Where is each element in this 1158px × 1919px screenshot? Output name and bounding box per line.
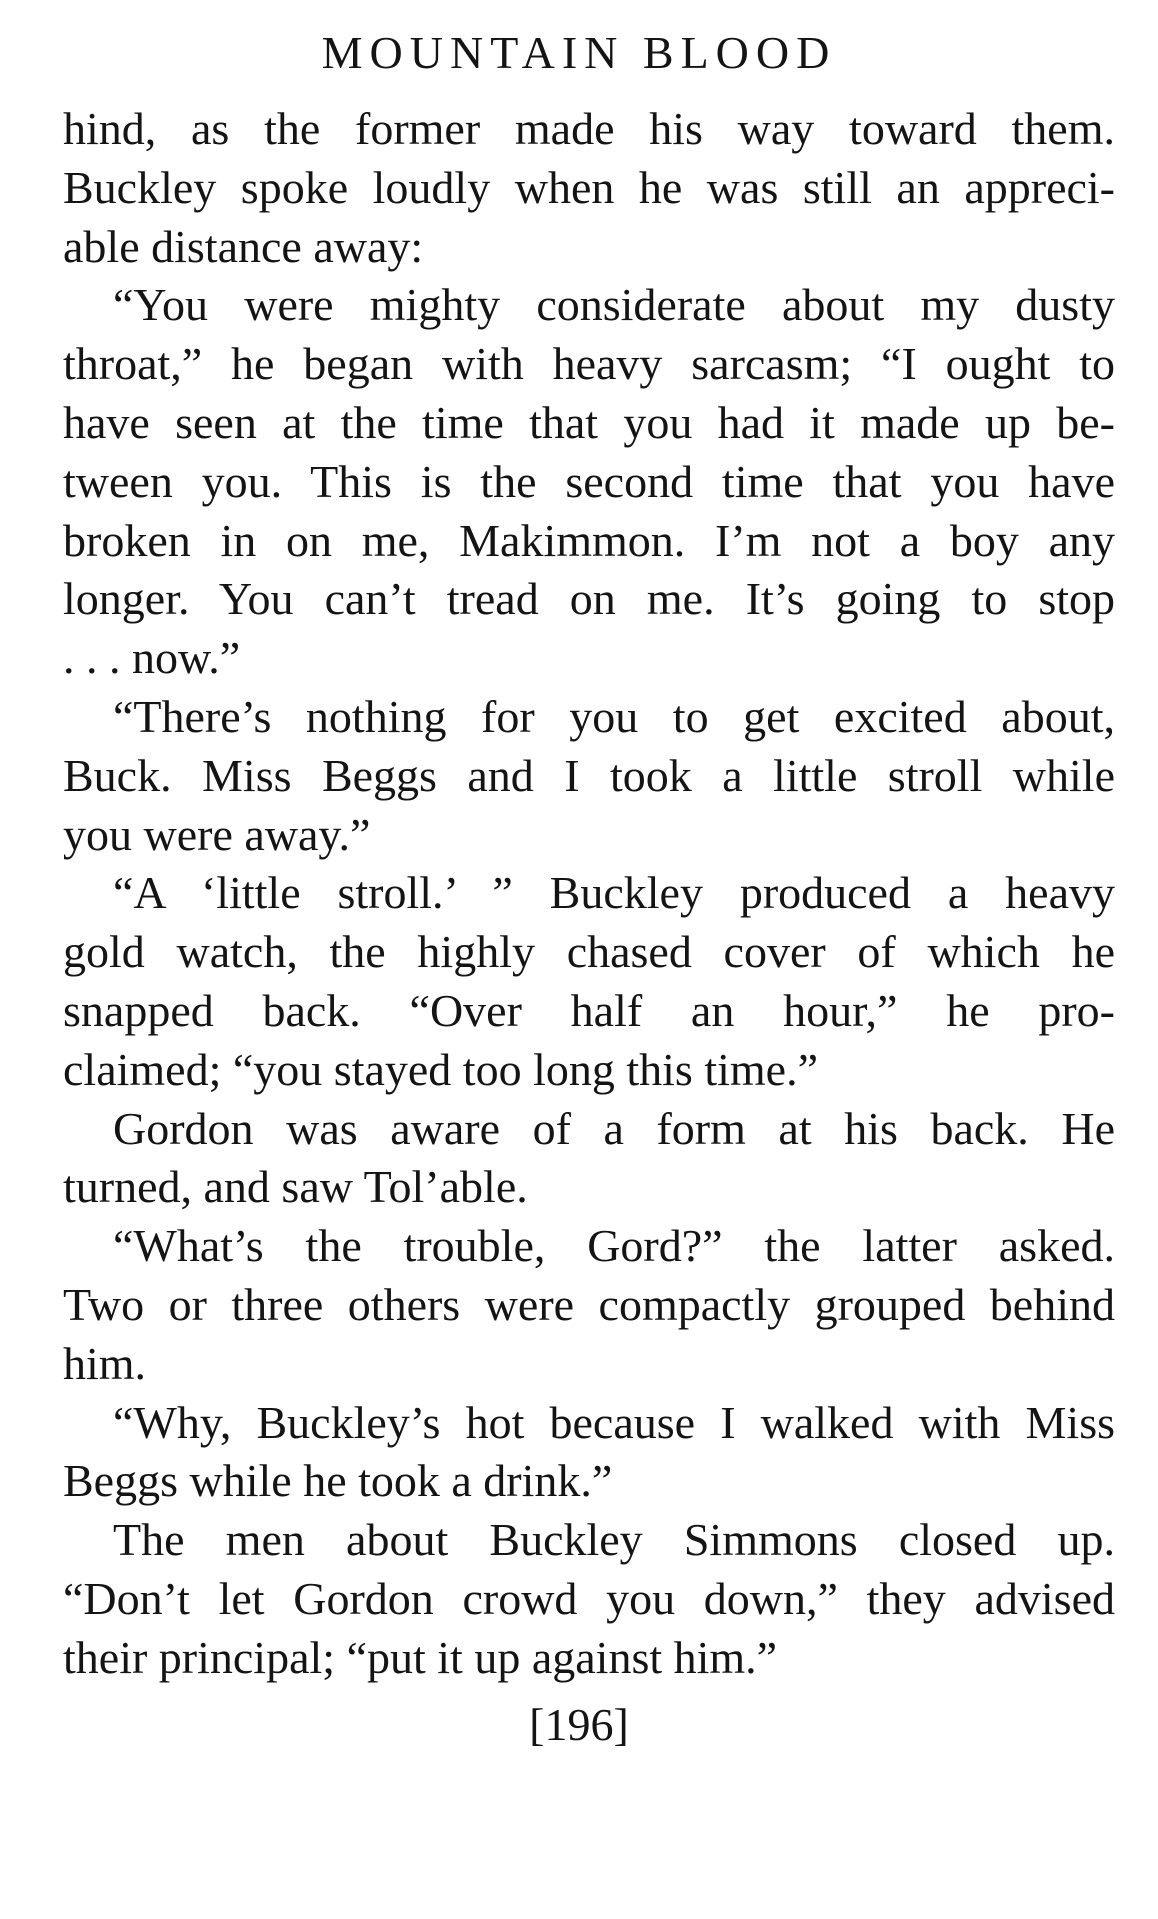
text-line: Buck. Miss Beggs and I took a little stroll while xyxy=(63,749,1115,801)
text-line: their principal; “put it up against him.” xyxy=(63,1631,778,1683)
running-head: MOUNTAIN BLOOD xyxy=(321,27,837,78)
text-line: throat,” he began with heavy sarcasm; “I ought to xyxy=(63,338,1115,390)
text-line: “Don’t let Gordon crowd you down,” they advised xyxy=(63,1572,1115,1624)
body-text xyxy=(63,100,1115,1688)
text-line: broken in on me, Makimmon. I’m not a boy any xyxy=(63,514,1115,566)
text-line: “You were mighty considerate about my dusty xyxy=(113,279,1115,331)
text-line: Beggs while he took a drink.” xyxy=(63,1455,613,1507)
text-line: tween you. This is the second time that you have xyxy=(63,455,1115,507)
text-line: gold watch, the highly chased cover of which he xyxy=(63,926,1115,978)
page-number: [196] xyxy=(529,1699,629,1750)
text-line: Gordon was aware of a form at his back. He xyxy=(113,1102,1115,1154)
text-line: “A ‘little stroll.’ ” Buckley produced a heavy xyxy=(113,867,1115,919)
text-line: . . . now.” xyxy=(63,632,241,684)
text-line: “What’s the trouble, Gord?” the latter asked. xyxy=(113,1220,1115,1272)
text-line: Buckley spoke loudly when he was still an appreci- xyxy=(63,161,1115,213)
text-line: you were away.” xyxy=(63,808,371,860)
text-line: snapped back. “Over half an hour,” he pro- xyxy=(63,984,1115,1036)
text-line: him. xyxy=(63,1337,147,1389)
text-line: “There’s nothing for you to get excited about, xyxy=(113,690,1115,742)
text-line: hind, as the former made his way toward them. xyxy=(63,103,1115,154)
text-line: have seen at the time that you had it made up be- xyxy=(63,396,1115,448)
text-line: longer. You can’t tread on me. It’s going to stop xyxy=(63,573,1115,625)
text-line: claimed; “you stayed too long this time.” xyxy=(63,1043,819,1095)
text-line: turned, and saw Tol’able. xyxy=(63,1161,528,1213)
text-line: able distance away: xyxy=(63,220,424,272)
text-line: Two or three others were compactly grouped behind xyxy=(63,1278,1115,1330)
text-line: The men about Buckley Simmons closed up. xyxy=(113,1514,1115,1566)
text-line: “Why, Buckley’s hot because I walked with Miss xyxy=(113,1396,1115,1448)
